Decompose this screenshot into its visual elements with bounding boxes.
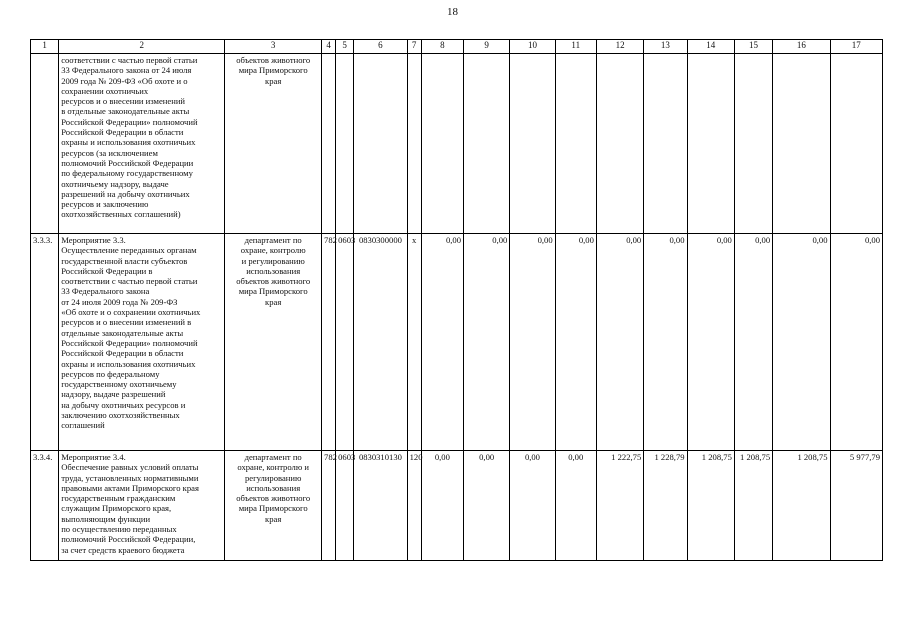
amount-cell-col-9: 0,00 [464,234,510,451]
amount-cell-col-10: 0,00 [510,451,555,561]
column-header-6: 6 [354,40,407,54]
grbs-code-cell: 782 [322,234,336,451]
amount-cell-col-13: 0,00 [644,234,687,451]
column-header-5: 5 [336,40,354,54]
column-header-10: 10 [510,40,555,54]
column-header-17: 17 [830,40,882,54]
amount-cell-col-10: 0,00 [510,234,555,451]
column-header-2: 2 [59,40,225,54]
program-table [30,39,883,561]
column-header-12: 12 [596,40,643,54]
executor-cell: департамент по охране, контролю и регулированию использования объектов животного мира Приморского края [225,234,322,451]
column-header-4: 4 [322,40,336,54]
amount-cell-col-15 [734,54,772,234]
event-description-cell: Мероприятие 3.3. Осуществление переданных органам государственной власти субъектов Российской Федерации в соответствии с частью первой статьи 33 Федерального закона от 24 июля 2009 года № 209-ФЗ «Об охоте и о сохранении охотничьих ресурсов и о внесении изменений в отдельные законодательные акты Российской Федерации» полномочий Российской Федерации в области охраны и использования охотничьих ресурсов по федеральному государственному охотничьему надзору, выдаче разрешений на добычу охотничьих ресурсов и заключению охотхозяйственных соглашений [59,234,225,451]
amount-cell-col-11: 0,00 [555,451,596,561]
executor-cell: департамент по охране, контролю и регулированию использования объектов животного мира Приморского края [225,451,322,561]
target-article-cell: 0830300000 [354,234,407,451]
column-header-8: 8 [421,40,463,54]
executor-cell: объектов животного мира Приморского края [225,54,322,234]
amount-cell-col-8: 0,00 [421,451,463,561]
table-row [31,234,883,451]
column-header-16: 16 [773,40,830,54]
item-number-cell: 3.3.4. [31,451,59,561]
amount-cell-col-12 [596,54,643,234]
grbs-code-cell [322,54,336,234]
column-header-3: 3 [225,40,322,54]
header-row [31,40,883,54]
target-article-cell [354,54,407,234]
section-code-cell [336,54,354,234]
amount-cell-col-16: 0,00 [773,234,830,451]
amount-cell-col-9: 0,00 [464,451,510,561]
column-header-1: 1 [31,40,59,54]
amount-cell-col-10 [510,54,555,234]
item-number-cell: 3.3.3. [31,234,59,451]
table-row [31,451,883,561]
amount-cell-col-11 [555,54,596,234]
expense-type-cell: х [407,234,421,451]
amount-cell-col-15: 1 208,75 [734,451,772,561]
column-header-11: 11 [555,40,596,54]
amount-cell-col-12: 1 222,75 [596,451,643,561]
page-number: 18 [447,6,458,18]
amount-cell-col-8: 0,00 [421,234,463,451]
expense-type-cell: 120 [407,451,421,561]
column-header-7: 7 [407,40,421,54]
amount-cell-col-17: 5 977,79 [830,451,882,561]
amount-cell-col-16 [773,54,830,234]
target-article-cell: 0830310130 [354,451,407,561]
amount-cell-col-14: 0,00 [687,234,734,451]
amount-cell-col-14: 1 208,75 [687,451,734,561]
column-header-15: 15 [734,40,772,54]
amount-cell-col-17 [830,54,882,234]
grbs-code-cell: 782 [322,451,336,561]
column-header-9: 9 [464,40,510,54]
amount-cell-col-11: 0,00 [555,234,596,451]
section-code-cell: 0603 [336,451,354,561]
event-description-cell: соответствии с частью первой статьи 33 Федерального закона от 24 июля 2009 года № 209-ФЗ «Об охоте и о сохранении охотничьих ресурсов и о внесении изменений в отдельные законодательные акты Российской Федерации» полномочий Российской Федерации в области охраны и использования охотничьих ресурсов (за исключением полномочий Российской Федерации по федеральному государственному охотничьему надзору, выдаче разрешений на добычу охотничьих ресурсов и заключению охотхозяйственных соглашений) [59,54,225,234]
amount-cell-col-15: 0,00 [734,234,772,451]
amount-cell-col-13: 1 228,79 [644,451,687,561]
amount-cell-col-8 [421,54,463,234]
amount-cell-col-12: 0,00 [596,234,643,451]
table-row [31,54,883,234]
event-description-cell: Мероприятие 3.4. Обеспечение равных условий оплаты труда, установленных нормативными правовыми актами Приморского края государственным гражданским служащим Приморского края, выполняющим функции по осуществлению переданных полномочий Российской Федерации, за счет средств краевого бюджета [59,451,225,561]
section-code-cell: 0603 [336,234,354,451]
item-number-cell [31,54,59,234]
amount-cell-col-14 [687,54,734,234]
column-header-14: 14 [687,40,734,54]
amount-cell-col-13 [644,54,687,234]
expense-type-cell [407,54,421,234]
column-header-13: 13 [644,40,687,54]
amount-cell-col-9 [464,54,510,234]
amount-cell-col-17: 0,00 [830,234,882,451]
amount-cell-col-16: 1 208,75 [773,451,830,561]
